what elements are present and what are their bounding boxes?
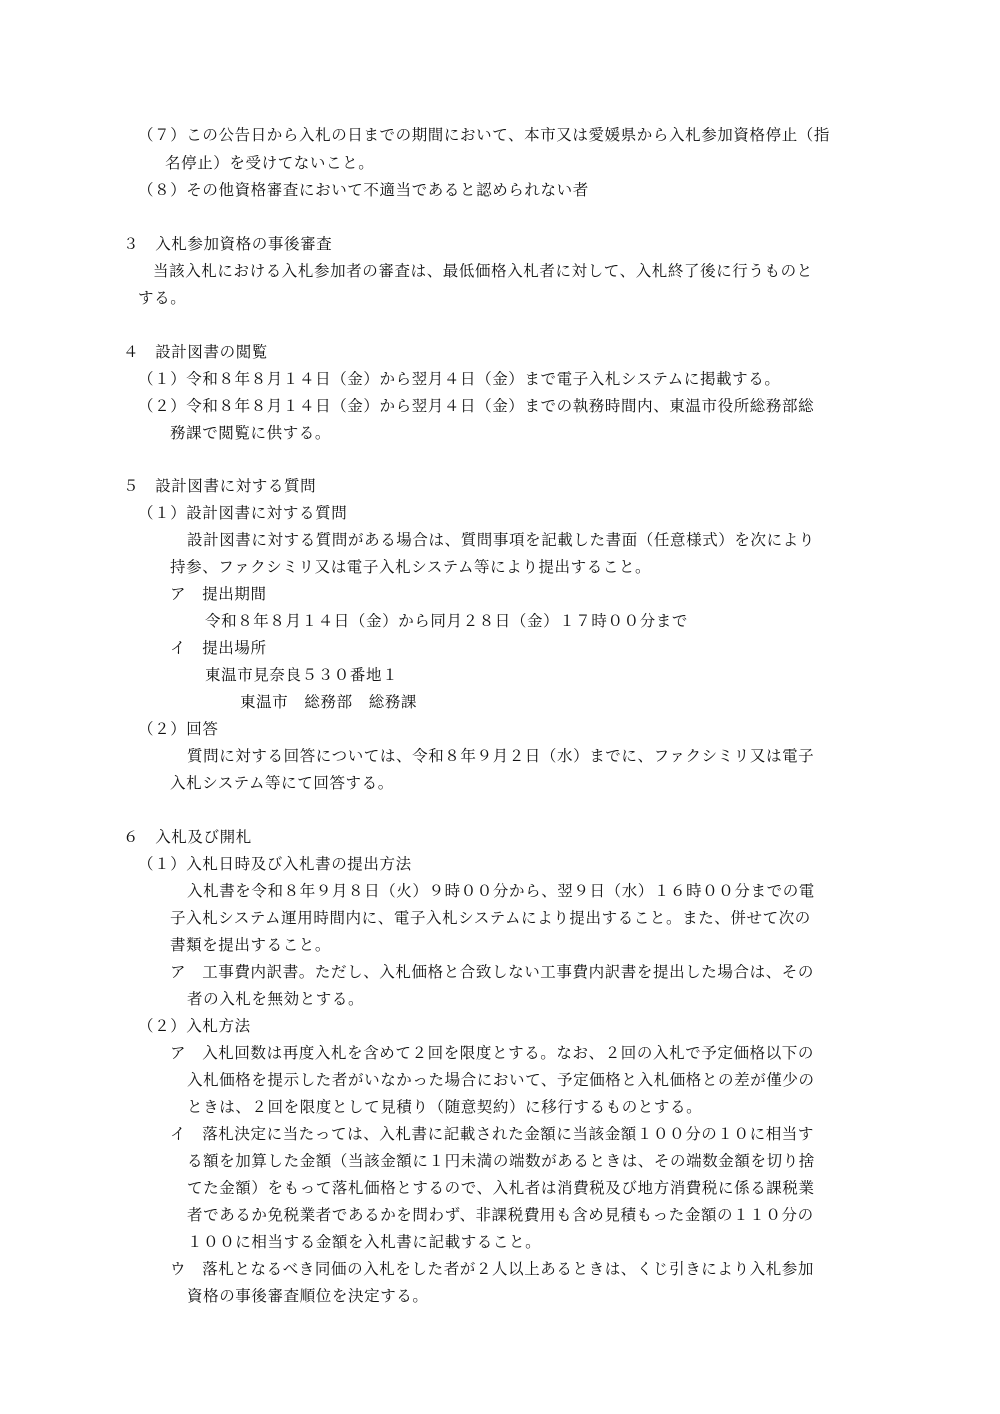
submission-period-heading: ア 提出期間 [170,585,267,603]
section-4-item-2-line-1: （２）令和８年８月１４日（金）から翌月４日（金）までの執務時間内、東温市役所総務部総 [138,397,815,415]
section-6-item-2-i-line-5: １００に相当する金額を入札書に記載すること。 [187,1233,542,1251]
section-4-item-2-line-2: 務課で閲覧に供する。 [170,424,332,442]
section-6-item-2-a-line-3: ときは、２回を限度として見積り（随意契約）に移行するものとする。 [187,1098,703,1116]
section-5-item-1-body-line-2: 持参、ファクシミリ又は電子入札システム等により提出すること。 [170,558,652,576]
section-6-item-2-i-line-3: てた金額）をもって落札価格とするので、入札者は消費税及び地方消費税に係る課税業 [187,1179,815,1197]
section-5-heading: ５ 設計図書に対する質問 [123,477,317,495]
section-6-item-1-a-line-1: ア 工事費内訳書。ただし、入札価格と合致しない工事費内訳書を提出した場合は、その [170,963,815,981]
section-4-heading: ４ 設計図書の閲覧 [123,343,268,361]
section-6-item-1-heading: （１）入札日時及び入札書の提出方法 [138,855,412,873]
section-3-body-line-2: する。 [138,289,187,307]
section-6-item-1-body-line-1: 入札書を令和８年９月８日（火）９時００分から、翌９日（水）１６時００分までの電 [187,882,815,900]
section-6-item-1-body-line-3: 書類を提出すること。 [170,936,332,954]
section-5-item-2-body-line-2: 入札システム等にて回答する。 [170,774,394,792]
section-5-item-2-heading: （２）回答 [138,720,219,738]
section-6-item-2-heading: （２）入札方法 [138,1017,251,1035]
section-6-item-2-i-line-2: る額を加算した金額（当該金額に１円未満の端数があるときは、その端数金額を切り捨 [187,1152,815,1170]
section-6-heading: ６ 入札及び開札 [123,828,252,846]
submission-period-value: 令和８年８月１４日（金）から同月２８日（金）１７時００分まで [205,612,689,630]
section-6-item-2-i-line-1: イ 落札決定に当たっては、入札書に記載された金額に当該金額１００分の１０に相当す [170,1125,815,1143]
section-3-body-line-1: 当該入札における入札参加者の審査は、最低価格入札者に対して、入札終了後に行うものと [153,262,813,280]
section-6-item-2-u-line-1: ウ 落札となるべき同価の入札をした者が２人以上あるときは、くじ引きにより入札参加 [170,1260,815,1278]
submission-place-address: 東温市見奈良５３０番地１ [205,666,399,684]
section-6-item-2-a-line-1: ア 入札回数は再度入札を含めて２回を限度とする。なお、２回の入札で予定価格以下の [170,1044,815,1062]
section-5-item-1-heading: （１）設計図書に対する質問 [138,504,348,522]
submission-place-office: 東温市 総務部 総務課 [240,693,418,711]
section-6-item-2-i-line-4: 者であるか免税業者であるかを問わず、非課税費用も含め見積もった金額の１１０分の [187,1206,814,1224]
item-7-line-1: （７）この公告日から入札の日までの期間において、本市又は愛媛県から入札参加資格停止（指 [138,126,830,144]
section-6-item-2-a-line-2: 入札価格を提示した者がいなかった場合において、予定価格と入札価格との差が僅少の [187,1071,815,1089]
section-6-item-2-u-line-2: 資格の事後審査順位を決定する。 [187,1287,429,1305]
section-4-item-1: （１）令和８年８月１４日（金）から翌月４日（金）まで電子入札システムに掲載する。 [138,370,781,388]
item-8-line: （８）その他資格審査において不適当であると認められない者 [138,181,589,199]
section-6-item-1-a-line-2: 者の入札を無効とする。 [187,990,365,1008]
section-6-item-1-body-line-2: 子入札システム運用時間内に、電子入札システムにより提出すること。また、併せて次の [170,909,811,927]
item-7-line-2: 名停止）を受けてないこと。 [165,154,375,172]
submission-place-heading: イ 提出場所 [170,639,267,657]
section-5-item-1-body-line-1: 設計図書に対する質問がある場合は、質問事項を記載した書面（任意様式）を次により [187,531,815,549]
section-3-heading: ３ 入札参加資格の事後審査 [123,235,333,253]
section-5-item-2-body-line-1: 質問に対する回答については、令和８年９月２日（水）までに、ファクシミリ又は電子 [187,747,815,765]
